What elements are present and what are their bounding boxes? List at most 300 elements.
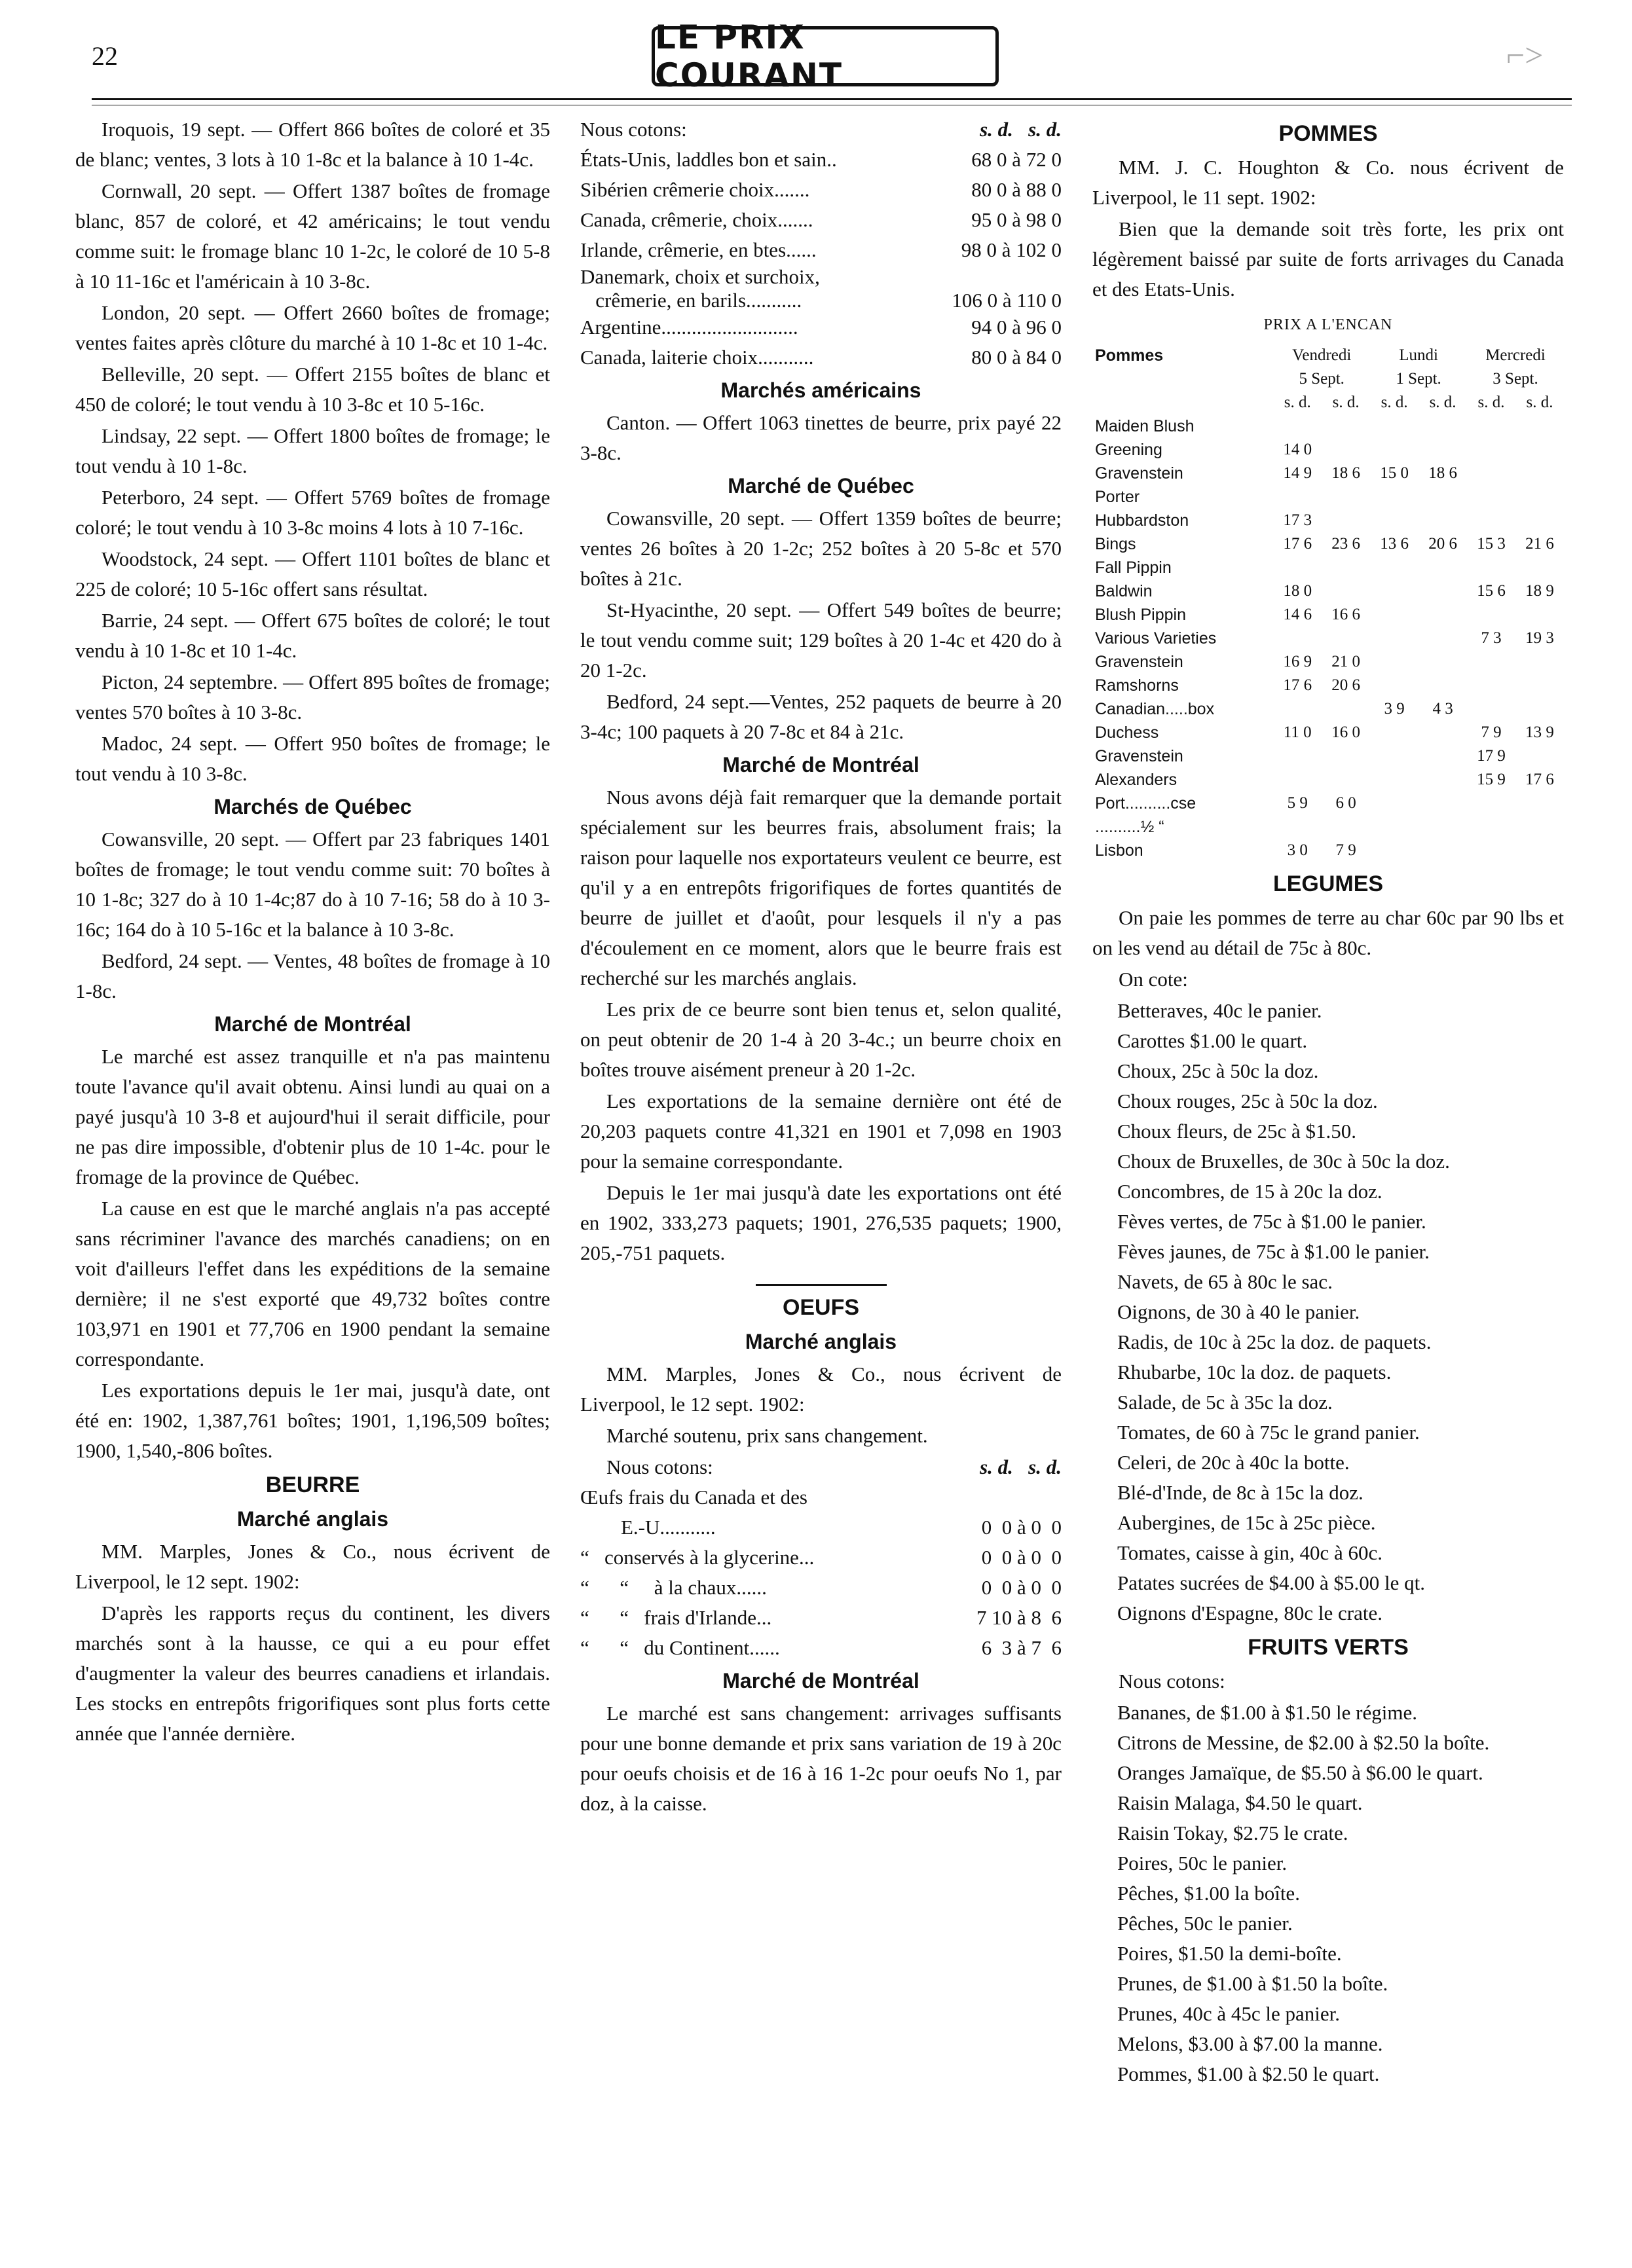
price-cell: [1419, 556, 1467, 579]
apple-variety: Various Varieties: [1095, 629, 1217, 648]
list-item: Tomates, caisse à gin, 40c à 60c.: [1117, 1541, 1382, 1564]
column-2: [580, 115, 1062, 1820]
table-row: [1092, 414, 1564, 438]
price-cell: [1515, 414, 1564, 438]
list-item: Oranges Jamaïque, de $5.50 à $6.00 le quart.: [1117, 1761, 1483, 1784]
price-cell: [1467, 438, 1515, 462]
price-cell: [1467, 414, 1515, 438]
price-cell: [1322, 627, 1370, 650]
quote-item: Canada, crêmerie, choix.......: [580, 208, 813, 231]
price-cell: [1515, 815, 1564, 839]
quote-value: 95 0 à 98 0: [971, 208, 1062, 231]
section-heading: Marché de Montréal: [722, 753, 919, 777]
paragraph: On paie les pommes de terre au char 60c par 90 lbs et on les vend au détail de 75c à 80c.: [1092, 906, 1564, 959]
column-header: Lundi: [1399, 346, 1438, 364]
price-cell: 20 6: [1428, 535, 1457, 553]
price-cell: 13 6: [1380, 535, 1409, 553]
price-cell: 16 6: [1331, 606, 1361, 623]
quote-row: [580, 1543, 1062, 1573]
price-cell: [1515, 650, 1564, 674]
quote-row: [580, 235, 1062, 265]
price-cell: 6 0: [1335, 794, 1356, 812]
list-item: Poires, $1.50 la demi-boîte.: [1117, 1942, 1342, 1965]
paragraph: Les exportations de la semaine dernière ont été de 20,203 paquets contre 41,321 en 1901 et 7,098 en 1903 pour la semaine correspondante.: [580, 1089, 1062, 1173]
list-item: Tomates, de 60 à 75c le grand panier.: [1117, 1421, 1420, 1444]
quote-row: [580, 1482, 1062, 1512]
list-item: Choux fleurs, de 25c à $1.50.: [1117, 1120, 1357, 1143]
quote-row: [580, 1603, 1062, 1633]
price-cell: 15 6: [1477, 582, 1506, 600]
list-item: Carottes $1.00 le quart.: [1117, 1029, 1308, 1052]
list-item: Pêches, $1.00 la boîte.: [1117, 1882, 1300, 1905]
table-row: [1092, 744, 1564, 768]
apple-variety: Gravenstein: [1095, 464, 1183, 483]
price-cell: 15 3: [1477, 535, 1506, 553]
price-cell: 16 0: [1331, 723, 1361, 741]
quote-row: [580, 1633, 1062, 1663]
quote-item: crêmerie, en barils...........: [580, 289, 802, 312]
price-cell: [1322, 815, 1370, 839]
price-cell: [1419, 650, 1467, 674]
price-cell: [1370, 674, 1419, 697]
price-cell: [1370, 792, 1419, 815]
list-item: Prunes, 40c à 45c le panier.: [1117, 2002, 1341, 2025]
paragraph: Bedford, 24 sept. — Ventes, 48 boîtes de fromage à 10 1-8c.: [75, 949, 550, 1002]
date-header: 5 Sept.: [1299, 370, 1345, 388]
unit-header: s. d.: [1477, 393, 1505, 411]
paragraph: Bedford, 24 sept.—Ventes, 252 paquets de beurre à 20 3-4c; 100 paquets à 20 7-8c et 84 à 21c.: [580, 690, 1062, 743]
price-cell: [1273, 744, 1322, 768]
price-cell: 7 3: [1481, 629, 1502, 647]
section-heading: Marché de Montréal: [214, 1012, 411, 1036]
price-cell: 19 3: [1525, 629, 1554, 647]
list-item: Pêches, 50c le panier.: [1117, 1912, 1293, 1935]
table-header-row: [1092, 391, 1564, 414]
date-header: 1 Sept.: [1396, 370, 1441, 388]
apple-variety: Hubbardston: [1095, 511, 1189, 530]
section-heading: Marché de Québec: [728, 474, 914, 498]
price-cell: [1419, 792, 1467, 815]
quote-value: 68 0 à 72 0: [971, 148, 1062, 171]
price-cell: 18 0: [1283, 582, 1312, 600]
price-cell: [1467, 815, 1515, 839]
price-cell: [1322, 697, 1370, 721]
apple-variety: Gravenstein: [1095, 747, 1183, 765]
price-cell: [1515, 744, 1564, 768]
quote-value: 6 3 à 7 6: [981, 1636, 1062, 1659]
paragraph: On cote:: [1119, 968, 1188, 991]
list-item: Oignons, de 30 à 40 le panier.: [1117, 1300, 1360, 1323]
apple-variety: Canadian.....box: [1095, 700, 1215, 718]
apple-variety: Porter: [1095, 488, 1140, 506]
price-cell: 15 9: [1477, 771, 1506, 788]
section-heading: Marchés de Québec: [213, 795, 412, 818]
price-cell: 15 0: [1380, 464, 1409, 482]
price-cell: [1419, 721, 1467, 744]
price-cell: [1467, 674, 1515, 697]
price-cell: [1370, 603, 1419, 627]
quote-value: 0 0 à 0 0: [981, 1576, 1062, 1599]
apple-variety: Alexanders: [1095, 771, 1178, 789]
paragraph: D'après les rapports reçus du continent, les divers marchés sont à la hausse, ce qui a eu pour effet d'augmenter la valeur des beurres canadiens et irlandais. Les stocks en entrepôts frigorifiques sont plus forts cette année que l'année dernière.: [75, 1601, 550, 1745]
quote-item: “ “ frais d'Irlande...: [580, 1606, 772, 1629]
price-cell: [1419, 744, 1467, 768]
unit-headers: [980, 115, 1062, 145]
paragraph: Nous avons déjà fait remarquer que la demande portait spécialement sur les beurres frais, absolument frais; la raison pour laquelle nos exportateurs veulent ce beurre, est qu'il y a en entrepôts frigorifiques de fortes quantités de beurre de juillet et d'août, pour lesquels il n'y a pas d'écoulement en ce moment, alors que le beurre frais est recherché sur les marchés anglais.: [580, 786, 1062, 989]
paragraph: Iroquois, 19 sept. — Offert 866 boîtes de coloré et 35 de blanc; ventes, 3 lots à 10 1-8c et la balance à 10 1-4c.: [75, 118, 550, 171]
column-header: Mercredi: [1485, 346, 1546, 364]
price-cell: [1467, 509, 1515, 532]
table-row: [1092, 815, 1564, 839]
apple-variety: Ramshorns: [1095, 676, 1179, 695]
list-item: Choux, 25c à 50c la doz.: [1117, 1059, 1319, 1082]
list-item: Fèves vertes, de 75c à $1.00 le panier.: [1117, 1210, 1426, 1233]
table-header-row: [1092, 344, 1564, 367]
price-cell: 14 6: [1283, 606, 1312, 623]
quote-row: [580, 205, 1062, 235]
price-cell: [1515, 697, 1564, 721]
corner-mark: ⌐>: [1506, 37, 1544, 73]
price-cell: [1515, 509, 1564, 532]
apple-variety: ..........½ “: [1095, 818, 1164, 836]
quote-item: Irlande, crêmerie, en btes......: [580, 238, 817, 261]
list-item: Celeri, de 20c à 40c la botte.: [1117, 1451, 1350, 1474]
apple-variety: Port..........cse: [1095, 794, 1196, 813]
fruits-list: [1092, 1698, 1564, 2089]
table-row: [1092, 603, 1564, 627]
apple-variety: Baldwin: [1095, 582, 1153, 600]
unit-header: s. d.: [1429, 393, 1456, 411]
apple-variety: Bings: [1095, 535, 1136, 553]
price-cell: [1467, 792, 1515, 815]
table-row: [1092, 792, 1564, 815]
list-item: Radis, de 10c à 25c la doz. de paquets.: [1117, 1330, 1432, 1353]
column-header: Pommes: [1095, 346, 1164, 365]
price-cell: [1370, 627, 1419, 650]
price-cell: [1419, 438, 1467, 462]
quote-item: E.-U...........: [580, 1516, 716, 1539]
apple-variety: Greening: [1095, 441, 1162, 459]
auction-title: PRIX A L'ENCAN: [1263, 316, 1393, 333]
price-cell: [1322, 744, 1370, 768]
list-item: Poires, 50c le panier.: [1117, 1852, 1288, 1875]
list-item: Blé-d'Inde, de 8c à 15c la doz.: [1117, 1481, 1363, 1504]
price-cell: 11 0: [1283, 723, 1312, 741]
price-cell: [1419, 509, 1467, 532]
table-row: [1092, 462, 1564, 485]
price-cell: [1515, 839, 1564, 862]
date-header: [1092, 367, 1273, 391]
price-cell: 18 6: [1428, 464, 1457, 482]
page-number: 22: [92, 41, 118, 71]
quote-item: Danemark, choix et surchoix,: [580, 265, 820, 288]
price-cell: [1419, 579, 1467, 603]
section-divider: [756, 1284, 887, 1286]
price-cell: 3 9: [1384, 700, 1405, 718]
unit-header: s. d.: [1526, 393, 1553, 411]
price-cell: [1467, 839, 1515, 862]
list-item: Aubergines, de 15c à 25c pièce.: [1117, 1511, 1376, 1534]
price-cell: 13 9: [1525, 723, 1554, 741]
section-heading: Marché anglais: [745, 1330, 897, 1353]
table-row: [1092, 697, 1564, 721]
price-cell: [1467, 650, 1515, 674]
price-cell: [1322, 414, 1370, 438]
price-cell: [1515, 674, 1564, 697]
header-rule: [92, 98, 1572, 100]
price-cell: [1370, 556, 1419, 579]
date-header: 3 Sept.: [1493, 370, 1538, 388]
quote-value: 80 0 à 84 0: [971, 346, 1062, 369]
quote-item: “ “ du Continent......: [580, 1636, 780, 1659]
masthead-logo: LE PRIX COURANT: [652, 26, 999, 86]
unit-header: s. d.: [1284, 393, 1311, 411]
price-cell: [1515, 462, 1564, 485]
paragraph: MM. Marples, Jones & Co., nous écrivent de Liverpool, le 12 sept. 1902:: [75, 1540, 550, 1593]
apple-variety: Maiden Blush: [1095, 417, 1195, 435]
price-cell: 23 6: [1331, 535, 1361, 553]
price-cell: 5 9: [1287, 794, 1308, 812]
table-row: [1092, 674, 1564, 697]
price-cell: [1273, 768, 1322, 792]
list-item: Choux de Bruxelles, de 30c à 50c la doz.: [1117, 1150, 1450, 1173]
paragraph: MM. J. C. Houghton & Co. nous écrivent de Liverpool, le 11 sept. 1902:: [1092, 156, 1564, 209]
apple-variety: Gravenstein: [1095, 653, 1183, 671]
quote-item: “ “ à la chaux......: [580, 1576, 767, 1599]
price-cell: 17 9: [1477, 747, 1506, 765]
table-row: [1092, 556, 1564, 579]
price-cell: [1467, 485, 1515, 509]
table-header-row: [1092, 367, 1564, 391]
price-cell: [1322, 485, 1370, 509]
unit-headers: [980, 1452, 1062, 1482]
paragraph: Belleville, 20 sept. — Offert 2155 boîtes de blanc et 450 de coloré; le tout vendu à 10 3-8c et 10 5-16c.: [75, 363, 550, 416]
paragraph: Peterboro, 24 sept. — Offert 5769 boîtes de fromage coloré; le tout vendu à 10 3-8c moins 4 lots à 10 7-16c.: [75, 486, 550, 539]
apple-variety: Lisbon: [1095, 841, 1143, 860]
section-title: LEGUMES: [1272, 871, 1384, 896]
paragraph: London, 20 sept. — Offert 2660 boîtes de fromage; ventes faites après clôture du marché à 10 1-8c et 10 1-4c.: [75, 301, 550, 354]
section-heading: Marché anglais: [236, 1507, 389, 1531]
list-item: Citrons de Messine, de $2.00 à $2.50 la boîte.: [1117, 1731, 1490, 1754]
column-3: [1092, 115, 1564, 2089]
price-cell: [1273, 414, 1322, 438]
price-cell: 7 9: [1335, 841, 1356, 859]
price-cell: 21 6: [1525, 535, 1554, 553]
list-item: Salade, de 5c à 35c la doz.: [1117, 1391, 1333, 1414]
list-item: Patates sucrées de $4.00 à $5.00 le qt.: [1117, 1571, 1426, 1594]
table-row: [1092, 438, 1564, 462]
quote-value: 94 0 à 96 0: [971, 316, 1062, 338]
quote-item: Sibérien crêmerie choix.......: [580, 178, 810, 201]
price-cell: 17 6: [1525, 771, 1554, 788]
list-item: Bananes, de $1.00 à $1.50 le régime.: [1117, 1701, 1417, 1724]
quote-header: [580, 115, 1062, 145]
list-item: Rhubarbe, 10c la doz. de paquets.: [1117, 1361, 1392, 1383]
paragraph: Cowansville, 20 sept. — Offert 1359 boîtes de beurre; ventes 26 boîtes à 20 1-2c; 252 boîtes à 20 5-8c et 570 boîtes à 21c.: [580, 507, 1062, 590]
vegetables-list: [1092, 996, 1564, 1628]
quote-row: [580, 1573, 1062, 1603]
price-cell: [1370, 744, 1419, 768]
section-title: POMMES: [1278, 121, 1378, 146]
quote-label: Nous cotons:: [606, 1455, 713, 1478]
price-cell: [1322, 579, 1370, 603]
paragraph: Le marché est assez tranquille et n'a pas maintenu toute l'avance qu'il avait obtenu. Ainsi lundi au quai on a payé jusqu'à 10 3-8 et aujourd'hui il serait difficile, pour ne pas dire impossible, d'obtenir plus de 10 1-4c. pour le fromage de la province de Québec.: [75, 1045, 550, 1188]
table-row: [1092, 721, 1564, 744]
quote-value: 0 0 à 0 0: [981, 1546, 1062, 1569]
quote-row: [580, 312, 1062, 342]
paragraph: Nous cotons:: [1119, 1670, 1225, 1692]
table-row: [1092, 768, 1564, 792]
table-row: [1092, 485, 1564, 509]
list-item: Betteraves, 40c le panier.: [1117, 999, 1322, 1022]
table-row: [1092, 579, 1564, 603]
price-cell: [1370, 815, 1419, 839]
list-item: Raisin Tokay, $2.75 le crate.: [1117, 1821, 1348, 1844]
quote-item: Œufs frais du Canada et des: [580, 1486, 807, 1509]
section-heading: Marché de Montréal: [722, 1669, 919, 1692]
quote-row: [580, 1512, 1062, 1543]
list-item: Raisin Malaga, $4.50 le quart.: [1117, 1791, 1363, 1814]
quote-item: Argentine...........................: [580, 316, 798, 338]
price-cell: [1515, 792, 1564, 815]
list-item: Pommes, $1.00 à $2.50 le quart.: [1117, 2062, 1380, 2085]
paragraph: Depuis le 1er mai jusqu'à date les exportations ont été en 1902, 333,273 paquets; 1901, 276,535 paquets; 1900, 205,-751 paquets.: [580, 1181, 1062, 1264]
unit-header: [1092, 391, 1273, 414]
price-cell: [1322, 768, 1370, 792]
apple-variety: Duchess: [1095, 723, 1159, 742]
paragraph: St-Hyacinthe, 20 sept. — Offert 549 boîtes de beurre; le tout vendu comme suit; 129 boîtes à 20 1-4c et 420 do à 20 1-2c.: [580, 598, 1062, 682]
list-item: Fèves jaunes, de 75c à $1.00 le panier.: [1117, 1240, 1430, 1263]
price-cell: 17 6: [1283, 676, 1312, 694]
quote-row: [580, 289, 1062, 312]
paragraph: Bien que la demande soit très forte, les prix ont légèrement baissé par suite de forts arrivages du Canada et des Etats-Unis.: [1092, 217, 1564, 301]
apple-variety: Fall Pippin: [1095, 558, 1172, 577]
price-cell: [1515, 485, 1564, 509]
price-cell: 14 0: [1283, 441, 1312, 458]
section-title: OEUFS: [782, 1295, 860, 1320]
section-title: BEURRE: [265, 1472, 360, 1497]
price-cell: [1273, 697, 1322, 721]
quote-item: États-Unis, laddles bon et sain..: [580, 148, 837, 171]
price-cell: 18 9: [1525, 582, 1554, 600]
list-item: Prunes, de $1.00 à $1.50 la boîte.: [1117, 1972, 1388, 1995]
price-cell: [1419, 674, 1467, 697]
section-title: FRUITS VERTS: [1248, 1635, 1409, 1660]
price-cell: [1273, 815, 1322, 839]
price-cell: [1370, 414, 1419, 438]
price-cell: [1419, 603, 1467, 627]
price-cell: 3 0: [1287, 841, 1308, 859]
price-cell: [1273, 556, 1322, 579]
paragraph: Cornwall, 20 sept. — Offert 1387 boîtes de fromage blanc, 857 de coloré, et 42 américains; le tout vendu comme suit: le fromage blanc 10 1-2c, le coloré de 10 5-8 à 10 11-16c et l'américain à 10 3-8c.: [75, 179, 550, 293]
apple-variety: Blush Pippin: [1095, 606, 1186, 624]
paragraph: Marché soutenu, prix sans changement.: [606, 1424, 928, 1447]
unit-label: s. d.: [980, 1455, 1013, 1478]
price-cell: [1322, 438, 1370, 462]
section-heading: Marchés américains: [720, 378, 921, 402]
paragraph: Le marché est sans changement: arrivages suffisants pour une bonne demande et prix sans variation de 19 à 20c pour oeufs choisis et de 16 à 16 1-2c pour oeufs No 1, par doz, à la caisse.: [580, 1702, 1062, 1815]
paragraph: Picton, 24 septembre. — Offert 895 boîtes de fromage; ventes 570 boîtes à 10 3-8c.: [75, 670, 550, 723]
list-item: Navets, de 65 à 80c le sac.: [1117, 1270, 1333, 1293]
quote-row: [580, 175, 1062, 205]
price-cell: [1467, 556, 1515, 579]
table-row: [1092, 839, 1564, 862]
list-item: Oignons d'Espagne, 80c le crate.: [1117, 1601, 1383, 1624]
paragraph: Woodstock, 24 sept. — Offert 1101 boîtes de blanc et 225 de coloré; 10 5-16c offert sans résultat.: [75, 547, 550, 600]
price-cell: 17 3: [1283, 511, 1312, 529]
quote-value: 0 0 à 0 0: [981, 1516, 1062, 1539]
column-1: [75, 115, 550, 1750]
paragraph: La cause en est que le marché anglais n'a pas accepté sans récriminer l'avance des marchés canadiens; on en voit d'ailleurs l'effet dans les expéditions de la semaine dernière; il ne s'est exporté que 49,732 boîtes contre 103,971 en 1901 et 77,706 en 1900 pendant la semaine correspondante.: [75, 1197, 550, 1370]
table-row: [1092, 532, 1564, 556]
price-cell: [1322, 556, 1370, 579]
price-cell: 18 6: [1331, 464, 1361, 482]
price-cell: 16 9: [1283, 653, 1312, 670]
quote-row: [580, 265, 1062, 289]
unit-label: s. d.: [980, 118, 1013, 141]
price-cell: [1467, 603, 1515, 627]
paragraph: Madoc, 24 sept. — Offert 950 boîtes de fromage; le tout vendu à 10 3-8c.: [75, 732, 550, 785]
price-cell: [1370, 438, 1419, 462]
unit-header: s. d.: [1332, 393, 1360, 411]
price-cell: [1322, 509, 1370, 532]
price-cell: 7 9: [1481, 723, 1502, 741]
price-cell: [1515, 556, 1564, 579]
price-cell: [1515, 603, 1564, 627]
paragraph: Barrie, 24 sept. — Offert 675 boîtes de coloré; le tout vendu à 10 1-8c et 10 1-4c.: [75, 609, 550, 662]
price-cell: [1370, 721, 1419, 744]
list-item: Choux rouges, 25c à 50c la doz.: [1117, 1089, 1378, 1112]
price-cell: 20 6: [1331, 676, 1361, 694]
price-cell: [1370, 650, 1419, 674]
quote-value: 7 10 à 8 6: [976, 1606, 1062, 1629]
auction-table: [1092, 344, 1564, 862]
price-cell: [1419, 768, 1467, 792]
price-cell: [1370, 839, 1419, 862]
price-cell: [1370, 509, 1419, 532]
table-row: [1092, 627, 1564, 650]
quote-value: 98 0 à 102 0: [961, 238, 1062, 261]
price-cell: [1370, 768, 1419, 792]
price-cell: [1467, 462, 1515, 485]
quote-value: 80 0 à 88 0: [971, 178, 1062, 201]
paragraph: Canton. — Offert 1063 tinettes de beurre, prix payé 22 3-8c.: [580, 411, 1062, 464]
quote-label: Nous cotons:: [580, 118, 687, 141]
paragraph: Cowansville, 20 sept. — Offert par 23 fabriques 1401 boîtes de fromage; le tout vendu comme suit: 70 boîtes à 10 1-8c; 327 do à 10 1-4c;87 do à 10 7-16; 58 do à 10 3-16c; 164 do à 10 5-16c et la balance à 10 3-8c.: [75, 828, 550, 941]
paragraph: Les prix de ce beurre sont bien tenus et, selon qualité, on peut obtenir de 20 1-4 à 20 3-4c.; un beurre choix en boîtes trouve aisément preneur à 20 1-2c.: [580, 998, 1062, 1081]
price-cell: 4 3: [1432, 700, 1453, 718]
quote-item: “ conservés à la glycerine...: [580, 1546, 815, 1569]
price-cell: [1515, 438, 1564, 462]
price-cell: 14 9: [1283, 464, 1312, 482]
paragraph: Lindsay, 22 sept. — Offert 1800 boîtes de fromage; le tout vendu à 10 1-8c.: [75, 424, 550, 477]
price-cell: [1419, 414, 1467, 438]
price-cell: [1467, 697, 1515, 721]
price-cell: [1273, 485, 1322, 509]
list-item: Melons, $3.00 à $7.00 la manne.: [1117, 2032, 1383, 2055]
quote-row: [580, 342, 1062, 373]
price-cell: [1419, 485, 1467, 509]
column-header: Vendredi: [1292, 346, 1352, 364]
quote-value: 106 0 à 110 0: [952, 289, 1062, 312]
quote-header: [580, 1452, 1062, 1482]
price-cell: [1419, 839, 1467, 862]
quote-row: [580, 145, 1062, 175]
price-cell: [1419, 627, 1467, 650]
table-row: [1092, 509, 1564, 532]
price-cell: [1419, 815, 1467, 839]
auction-table-body: [1092, 414, 1564, 862]
